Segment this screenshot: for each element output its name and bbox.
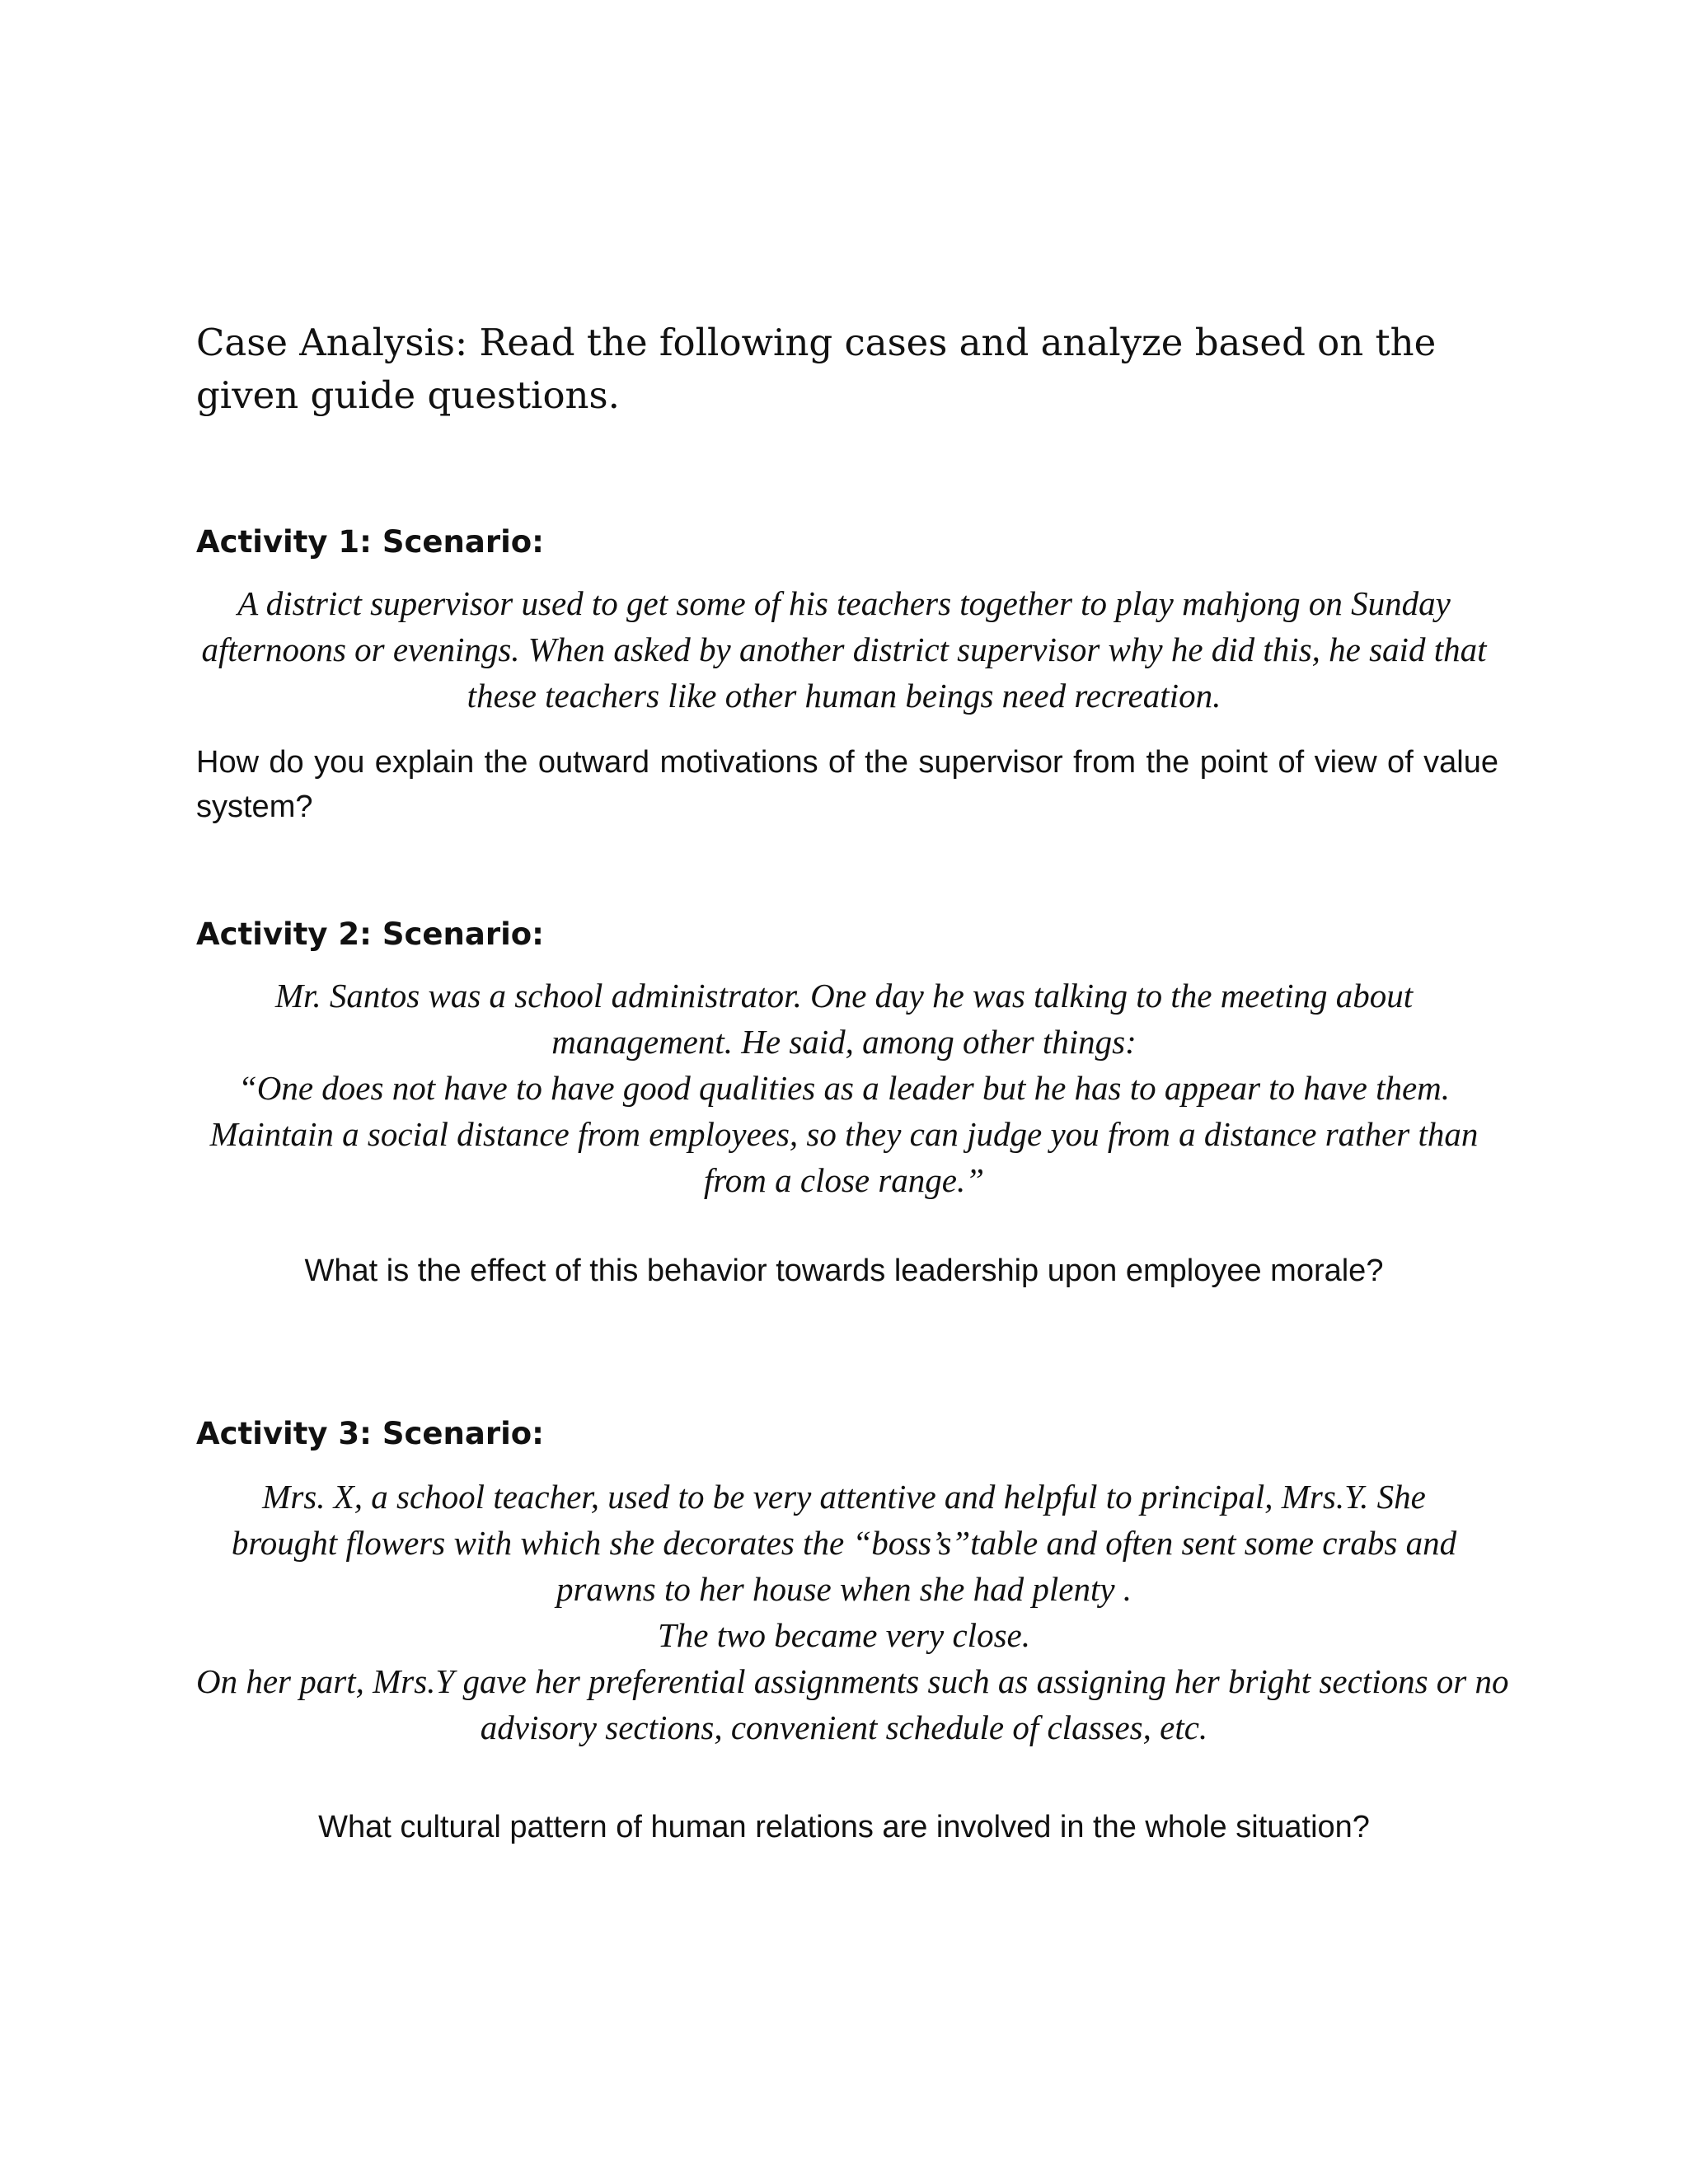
scenario-line: A district supervisor used to get some of his teachers together to play mahjong on Sunday — [237, 584, 1451, 622]
scenario-line: from a close range.” — [703, 1161, 985, 1199]
scenario-line: management. He said, among other things: — [551, 1023, 1137, 1061]
scenario-line: Mrs. X, a school teacher, used to be very attentive and helpful to principal, Mrs.Y. She — [262, 1478, 1426, 1516]
activity-1-heading: Activity 1: Scenario: — [196, 524, 544, 560]
scenario-line: On her part, Mrs.Y gave her preferential assignments such as assigning her bright sections or no — [196, 1662, 1509, 1700]
scenario-line: brought flowers with which she decorates the “boss’s”table and often sent some crabs and — [231, 1524, 1457, 1562]
intro-instructions: Case Analysis: Read the following cases and analyze based on the given guide questions. — [196, 321, 1437, 417]
activity-2-heading: Activity 2: Scenario: — [196, 916, 544, 952]
scenario-line: advisory sections, convenient schedule of classes, etc. — [480, 1708, 1208, 1746]
scenario-line: The two became very close. — [658, 1616, 1030, 1654]
scenario-line: prawns to her house when she had plenty . — [556, 1570, 1132, 1608]
scenario-line: Mr. Santos was a school administrator. One day he was talking to the meeting about — [274, 977, 1414, 1015]
activity-2-question: What is the effect of this behavior towards leadership upon employee morale? — [304, 1254, 1384, 1288]
activity-2-scenario — [196, 972, 1492, 1203]
scenario-line: Maintain a social distance from employees, so they can judge you from a distance rather than — [209, 1115, 1479, 1153]
activity-1-question: How do you explain the outward motivations of the supervisor from the point of view of value system? — [196, 745, 1498, 824]
scenario-line: these teachers like other human beings need recreation. — [467, 677, 1221, 715]
activity-3-scenario — [196, 1474, 1509, 1750]
scenario-line: “One does not have to have good qualities as a leader but he has to appear to have them. — [237, 1069, 1451, 1107]
activity-3-heading: Activity 3: Scenario: — [196, 1416, 544, 1451]
activity-3-question: What cultural pattern of human relations are involved in the whole situation? — [318, 1810, 1370, 1844]
scenario-line: afternoons or evenings. When asked by another district supervisor why he did this, he said that — [201, 630, 1487, 668]
activity-1-scenario — [196, 580, 1492, 719]
